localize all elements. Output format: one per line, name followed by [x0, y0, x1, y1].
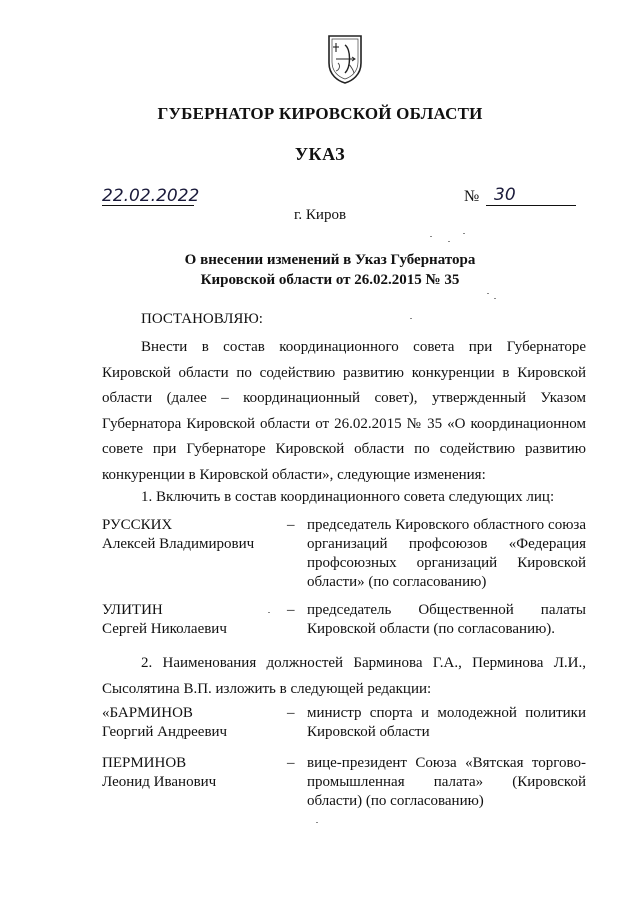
dash: –: [287, 517, 295, 533]
dash: –: [287, 755, 295, 771]
member-position: председатель Общественной палаты Кировской области (по согласованию).: [307, 602, 586, 637]
member-given-name: Георгий Андреевич: [102, 724, 228, 740]
scan-noise: [410, 318, 412, 319]
member-position: министр спорта и молодежной политики Кировской области: [307, 705, 586, 740]
member-surname: «БАРМИНОВ: [102, 705, 193, 721]
decree-subject: [160, 250, 500, 290]
decree-word: ПОСТАНОВЛЯЮ:: [141, 311, 263, 327]
member-surname: УЛИТИН: [102, 602, 163, 618]
decree-date: 22.02.2022: [102, 186, 200, 206]
item-1: 1. Включить в состав координационного совета следующих лиц:: [141, 489, 555, 505]
member-position: вице-президент Союза «Вятская торгово-промышленная палата» (Кировской области) (по согласованию): [307, 755, 586, 809]
scan-noise: [448, 241, 450, 242]
intro-paragraph: Внести в состав координационного совета при Губернаторе Кировской области по содействию развитию конкуренции в Кировской области (далее – координационный совет), утвержденный Указом Губернатора Кировской области от 26.02.2015 № 35 «О координационном совете при Губернаторе Кировской области по содействию развитию конкуренции в Кировской области», следующие изменения:: [102, 339, 586, 483]
member-name: [102, 754, 282, 792]
member-name: [102, 601, 282, 639]
number-label: №: [464, 188, 480, 205]
member-position: председатель Кировского областного союза организаций профсоюзов «Федерация профсоюзных организаций Кировской области» (по согласованию): [307, 517, 586, 590]
scan-noise: [494, 298, 496, 299]
member-name: [102, 704, 282, 742]
emblem-icon: [326, 33, 364, 85]
subject-line-2: Кировской области от 26.02.2015 № 35: [200, 272, 460, 288]
document-type: УКАЗ: [294, 144, 346, 164]
scan-noise: [316, 822, 318, 823]
item-2-paragraph: 2. Наименования должностей Барминова Г.А., Перминова Л.И., Сысолятина В.П. изложить в следующей редакции:: [102, 655, 586, 697]
scan-noise: [268, 612, 270, 613]
member-surname: РУССКИХ: [102, 517, 173, 533]
city: г. Киров: [293, 207, 347, 223]
member-given-name: Алексей Владимирович: [102, 536, 255, 552]
member-given-name: Сергей Николаевич: [102, 621, 227, 637]
member-surname: ПЕРМИНОВ: [102, 755, 187, 771]
scan-noise: [463, 233, 465, 234]
subject-line-1: О внесении изменений в Указ Губернатора: [184, 252, 476, 268]
decree-number: 30: [486, 185, 576, 206]
member-name: [102, 516, 282, 554]
scan-noise: [430, 236, 432, 237]
member-given-name: Леонид Иванович: [102, 774, 217, 790]
scan-noise: [487, 293, 489, 294]
dash: –: [287, 602, 295, 618]
dash: –: [287, 705, 295, 721]
page-title: ГУБЕРНАТОР КИРОВСКОЙ ОБЛАСТИ: [157, 104, 483, 123]
